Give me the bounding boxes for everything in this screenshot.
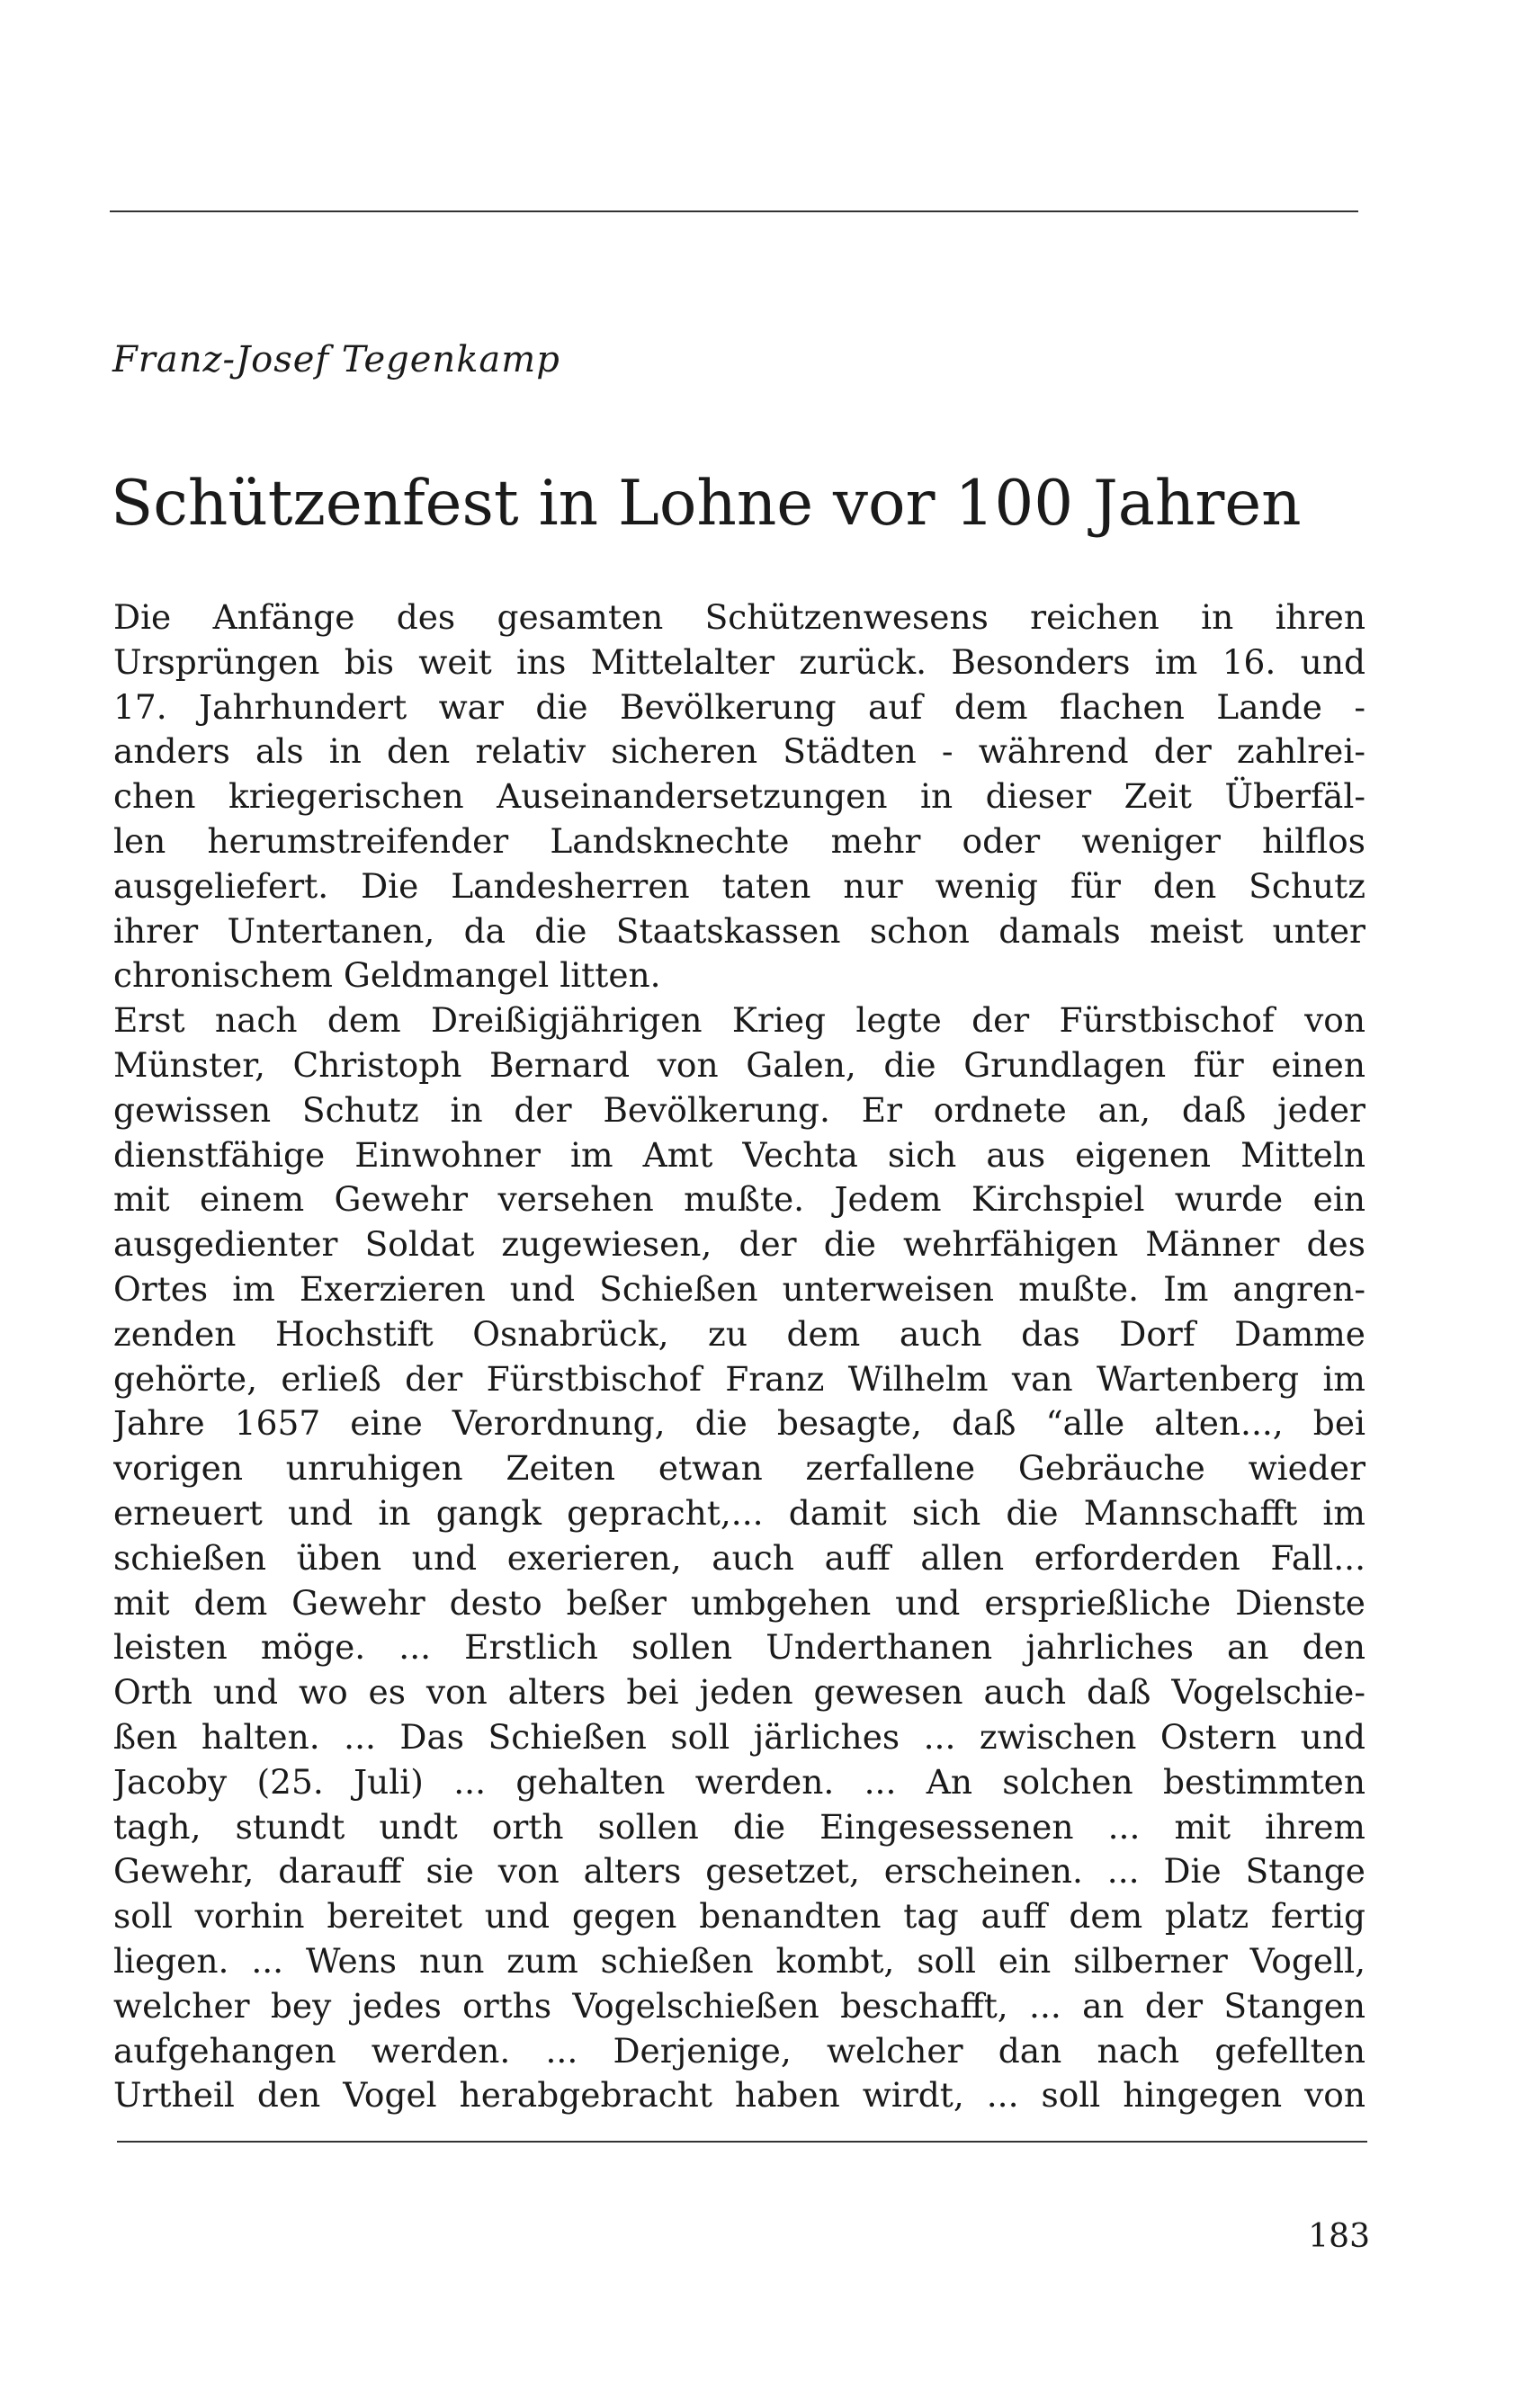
body-line: dienstfähige Einwohner im Amt Vechta sich aus eigenen Mitteln	[113, 1134, 1365, 1175]
body-line: erneuert und in gangk gepracht,... damit sich die Mannschafft im	[113, 1492, 1365, 1533]
body-line: ßen halten. ... Das Schießen soll järliches ... zwischen Ostern und	[113, 1716, 1365, 1757]
body-line: ihrer Untertanen, da die Staatskassen schon damals meist unter	[113, 910, 1365, 951]
body-line: gewissen Schutz in der Bevölkerung. Er ordnete an, daß jeder	[113, 1089, 1365, 1130]
article-title: Schützenfest in Lohne vor 100 Jahren	[111, 468, 1302, 540]
body-line: 17. Jahrhundert war die Bevölkerung auf dem flachen Lande -	[113, 686, 1365, 727]
body-line: soll vorhin bereitet und gegen benandten tag auff dem platz fertig	[113, 1896, 1365, 1937]
top-rule	[110, 210, 1358, 212]
body-line: tagh, stundt undt orth sollen die Eingesessenen ... mit ihrem	[113, 1806, 1365, 1847]
page-number: 183	[1308, 2218, 1370, 2255]
article-body	[113, 595, 1365, 2118]
body-line: chronischem Geldmangel litten.	[113, 955, 661, 996]
body-line: gehörte, erließ der Fürstbischof Franz Wilhelm van Wartenberg im	[113, 1358, 1365, 1399]
body-line: liegen. ... Wens nun zum schießen kombt, soll ein silberner Vogell,	[113, 1940, 1365, 1981]
body-line: len herumstreifender Landsknechte mehr oder weniger hilflos	[113, 820, 1365, 861]
body-line: anders als in den relativ sicheren Städten - während der zahlrei-	[113, 731, 1365, 772]
body-line: Urtheil den Vogel herabgebracht haben wirdt, ... soll hingegen von	[113, 2075, 1365, 2116]
body-line: aufgehangen werden. ... Derjenige, welcher dan nach gefellten	[113, 2030, 1365, 2071]
body-line: Münster, Christoph Bernard von Galen, die Grundlagen für einen	[113, 1044, 1365, 1085]
body-line: mit dem Gewehr desto beßer umbgehen und ersprießliche Dienste	[113, 1582, 1365, 1623]
body-line: ausgedienter Soldat zugewiesen, der die wehrfähigen Männer des	[113, 1224, 1365, 1265]
body-line: Jacoby (25. Juli) ... gehalten werden. ... An solchen bestimmten	[113, 1761, 1365, 1802]
body-line: chen kriegerischen Auseinandersetzungen in dieser Zeit Überfäl-	[113, 776, 1365, 817]
body-line: Erst nach dem Dreißigjährigen Krieg legte der Fürstbischof von	[113, 1000, 1365, 1041]
body-line: mit einem Gewehr versehen mußte. Jedem Kirchspiel wurde ein	[113, 1179, 1365, 1220]
body-line: Jahre 1657 eine Verordnung, die besagte, daß “alle alten..., bei	[113, 1403, 1365, 1444]
body-line: Gewehr, darauff sie von alters gesetzet, erscheinen. ... Die Stange	[113, 1851, 1365, 1892]
author-name: Franz-Josef Tegenkamp	[112, 339, 560, 380]
body-line: zenden Hochstift Osnabrück, zu dem auch das Dorf Damme	[113, 1313, 1365, 1354]
body-line: leisten möge. ... Erstlich sollen Underthanen jahrliches an den	[113, 1627, 1365, 1668]
body-line: welcher bey jedes orths Vogelschießen beschafft, ... an der Stangen	[113, 1985, 1365, 2026]
body-line: Ursprüngen bis weit ins Mittelalter zurück. Besonders im 16. und	[113, 641, 1365, 682]
body-line: schießen üben und exerieren, auch auff allen erforderden Fall...	[113, 1537, 1365, 1578]
bottom-rule	[117, 2141, 1367, 2143]
body-line: Orth und wo es von alters bei jeden gewesen auch daß Vogelschie-	[113, 1672, 1365, 1713]
body-line: Ortes im Exerzieren und Schießen unterweisen mußte. Im angren-	[113, 1268, 1365, 1309]
body-line: vorigen unruhigen Zeiten etwan zerfallene Gebräuche wieder	[113, 1448, 1365, 1489]
body-line: ausgeliefert. Die Landesherren taten nur wenig für den Schutz	[113, 865, 1365, 906]
body-line: Die Anfänge des gesamten Schützenwesens reichen in ihren	[113, 597, 1365, 637]
